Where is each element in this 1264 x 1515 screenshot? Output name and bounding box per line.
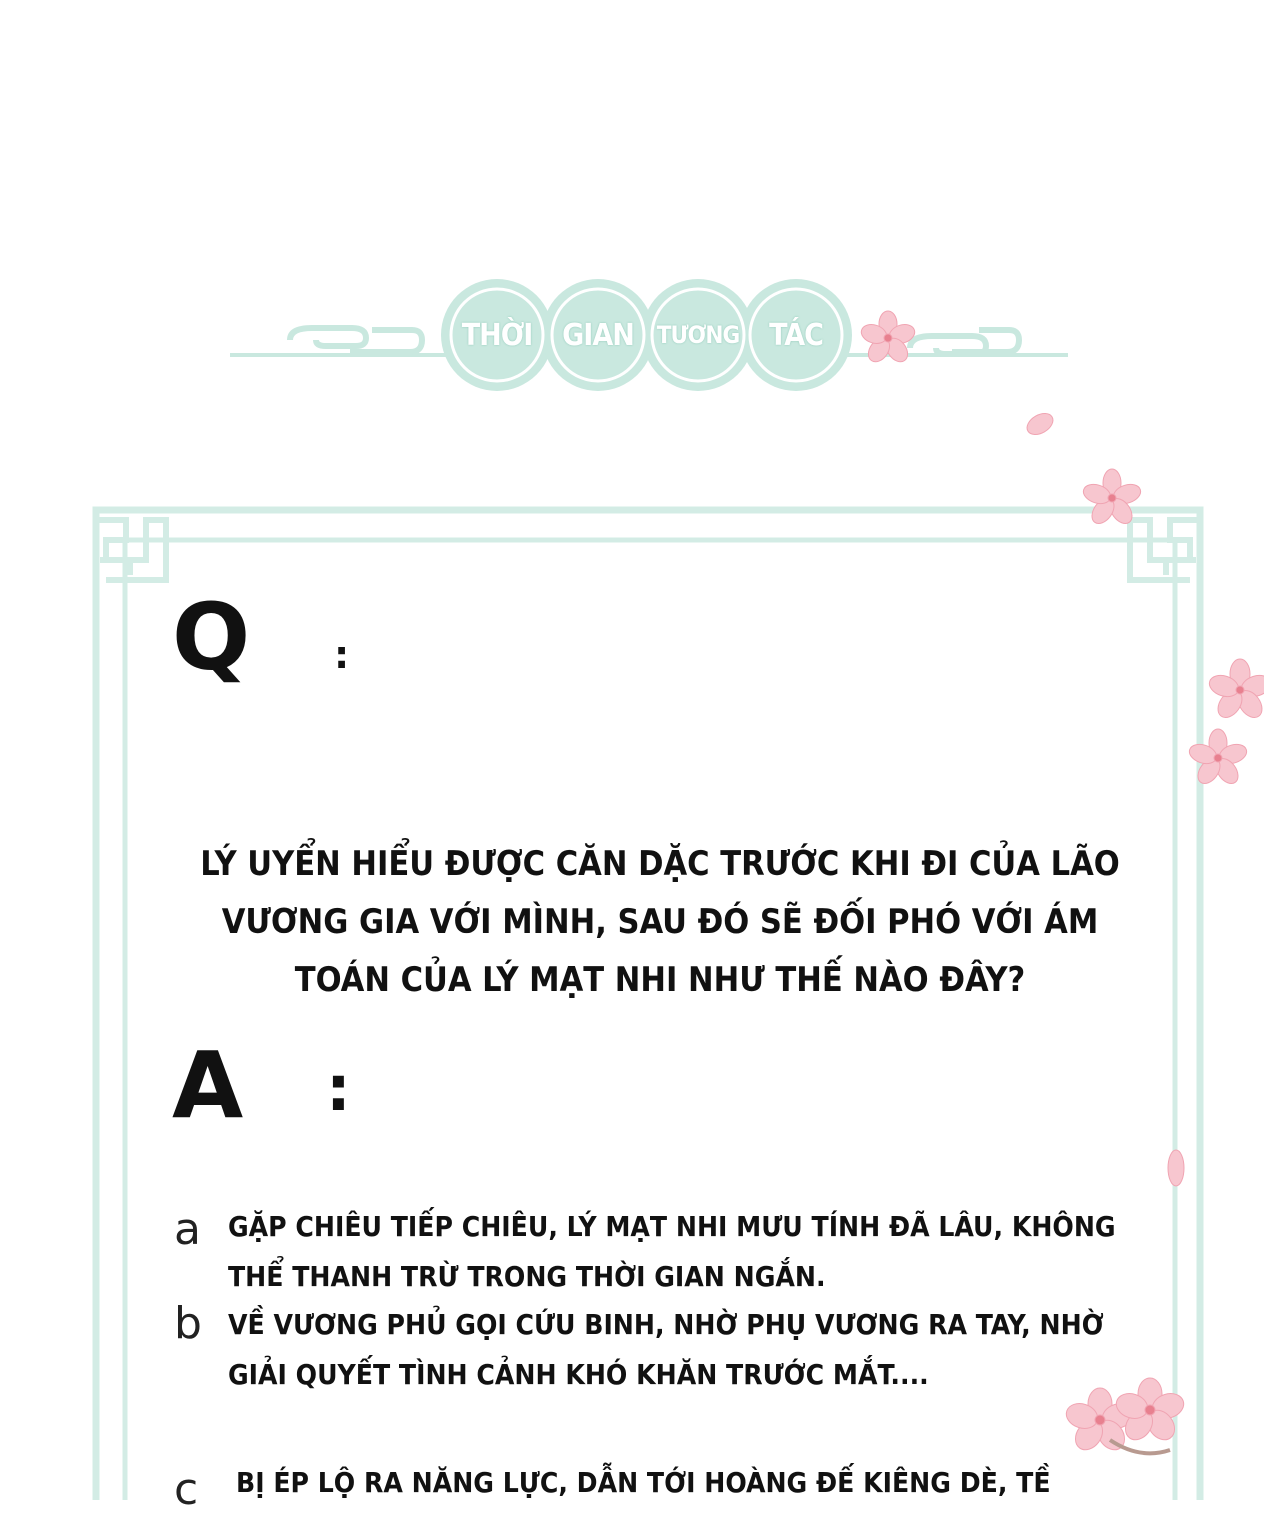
question-text: LÝ UYỂN HIỂU ĐƯỢC CĂN DẶC TRƯỚC KHI ĐI CỦA LÃO VƯƠNG GIA VỚI MÌNH, SAU ĐÓ SẼ ĐỐI PHÓ VỚI ÁM TOÁN CỦA LÝ MẠT NHI NHƯ THẾ NÀO ĐÂY? — [200, 844, 1120, 1000]
banner-word-3: TƯƠNG — [656, 321, 740, 349]
option-a-text[interactable]: GẶP CHIÊU TIẾP CHIÊU, LÝ MẠT NHI MƯU TÍNH ĐÃ LÂU, KHÔNG THỂ THANH TRỪ TRONG THỜI GIAN NGẮN. — [228, 1210, 1116, 1293]
option-b-letter: b — [174, 1298, 202, 1349]
banner-word-2: GIAN — [562, 317, 634, 353]
answer-colon: : — [326, 1052, 351, 1125]
option-a-letter: a — [174, 1204, 201, 1255]
option-c-letter: c — [174, 1464, 199, 1515]
option-c-text[interactable]: BỊ ÉP LỘ RA NĂNG LỰC, DẪN TỚI HOÀNG ĐẾ KIÊNG DÈ, TỀ — [236, 1466, 1051, 1499]
banner-word-4: TÁC — [769, 317, 823, 353]
question-colon: : — [334, 633, 350, 677]
question-label: Q — [172, 584, 251, 691]
answer-label: A — [172, 1032, 244, 1139]
option-b-text[interactable]: VỀ VƯƠNG PHỦ GỌI CỨU BINH, NHỜ PHỤ VƯƠNG RA TAY, NHỜ GIẢI QUYẾT TÌNH CẢNH KHÓ KHĂN TRƯỚC MẮT.... — [228, 1308, 1104, 1391]
banner-word-1: THỜI — [461, 317, 533, 353]
